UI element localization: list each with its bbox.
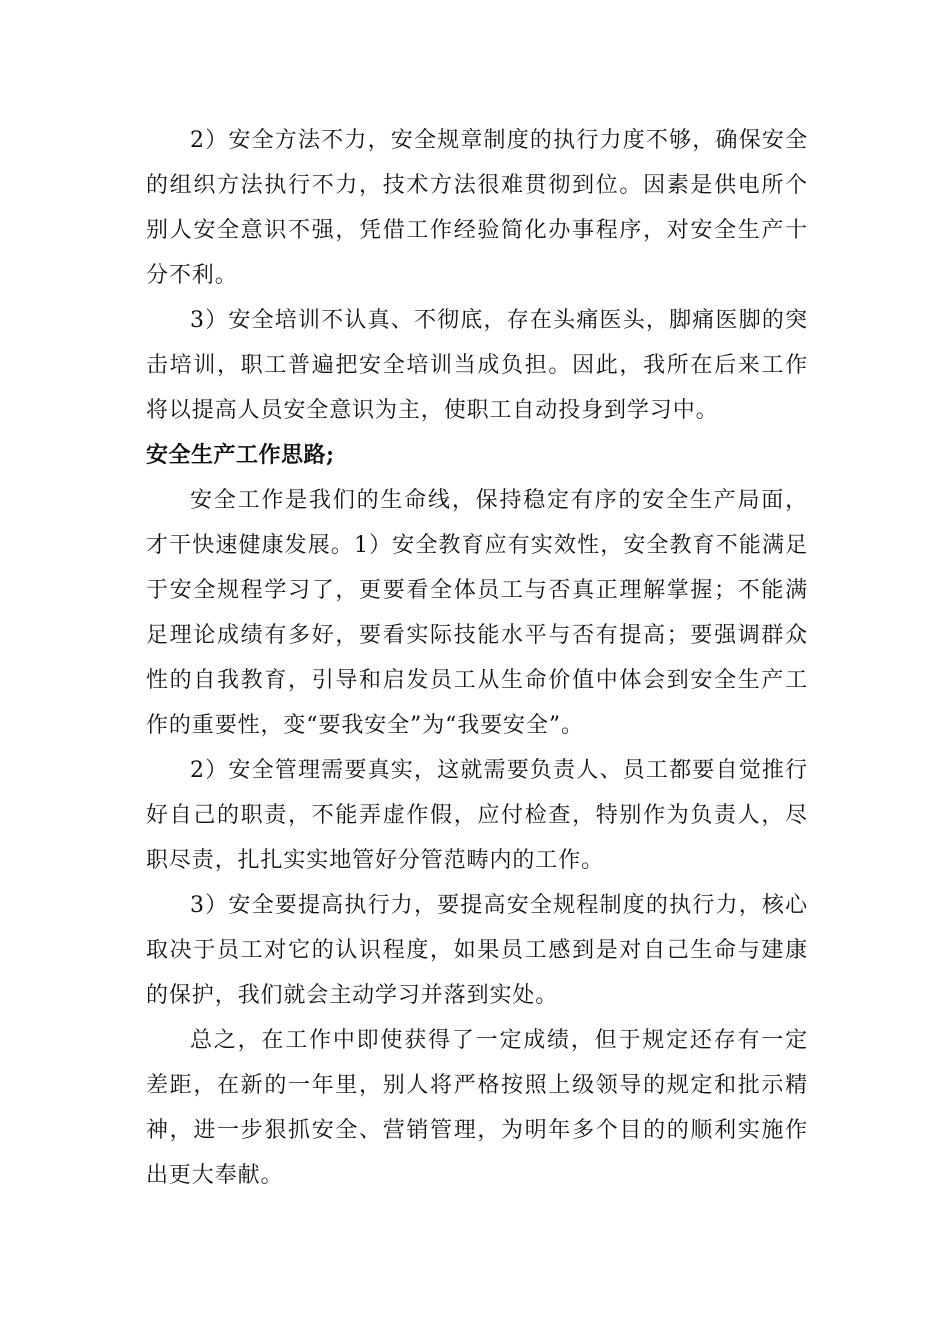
paragraph-safety-lifeline: 安全工作是我们的生命线，保持稳定有序的安全生产局面，才干快速健康发展。1）安全教育应有实效性，安全教育不能满足于安全规程学习了，更要看全体员工与否真正理解掌握；不能满足理论成绩有多好，要看实际技能水平与否有提高；要强调群众性的自我教育，引导和启发员工从生命价值中体会到安全生产工作的重要性，变“要我安全”为“我要安全”。	[146, 488, 808, 738]
paragraph-conclusion: 总之，在工作中即使获得了一定成绩，但于规定还存有一定差距，在新的一年里，别人将严格按照上级领导的规定和批示精神，进一步狠抓安全、营销管理，为明年多个目的的顺利实施作出更大奉献。	[146, 1028, 808, 1188]
paragraph-safety-management: 2）安全管理需要真实，这就需要负责人、员工都要自觉推行好自己的职责，不能弄虚作假，应付检查，特别作为负责人，尽职尽责，扎扎实实地管好分管范畴内的工作。	[146, 758, 808, 873]
paragraph-execution: 3）安全要提高执行力，要提高安全规程制度的执行力，核心取决于员工对它的认识程度，如果员工感到是对自己生命与建康的保护，我们就会主动学习并落到实处。	[146, 893, 808, 1008]
paragraph-safety-methods: 2）安全方法不力，安全规章制度的执行力度不够，确保安全的组织方法执行不力，技术方法很难贯彻到位。因素是供电所个别人安全意识不强，凭借工作经验简化办事程序，对安全生产十分不利。	[146, 128, 808, 288]
section-heading: 安全生产工作思路;	[146, 442, 335, 468]
paragraph-safety-training: 3）安全培训不认真、不彻底，存在头痛医头，脚痛医脚的突击培训，职工普遍把安全培训当成负担。因此，我所在后来工作将以提高人员安全意识为主，使职工自动投身到学习中。	[146, 308, 808, 423]
document-body	[146, 118, 808, 1198]
